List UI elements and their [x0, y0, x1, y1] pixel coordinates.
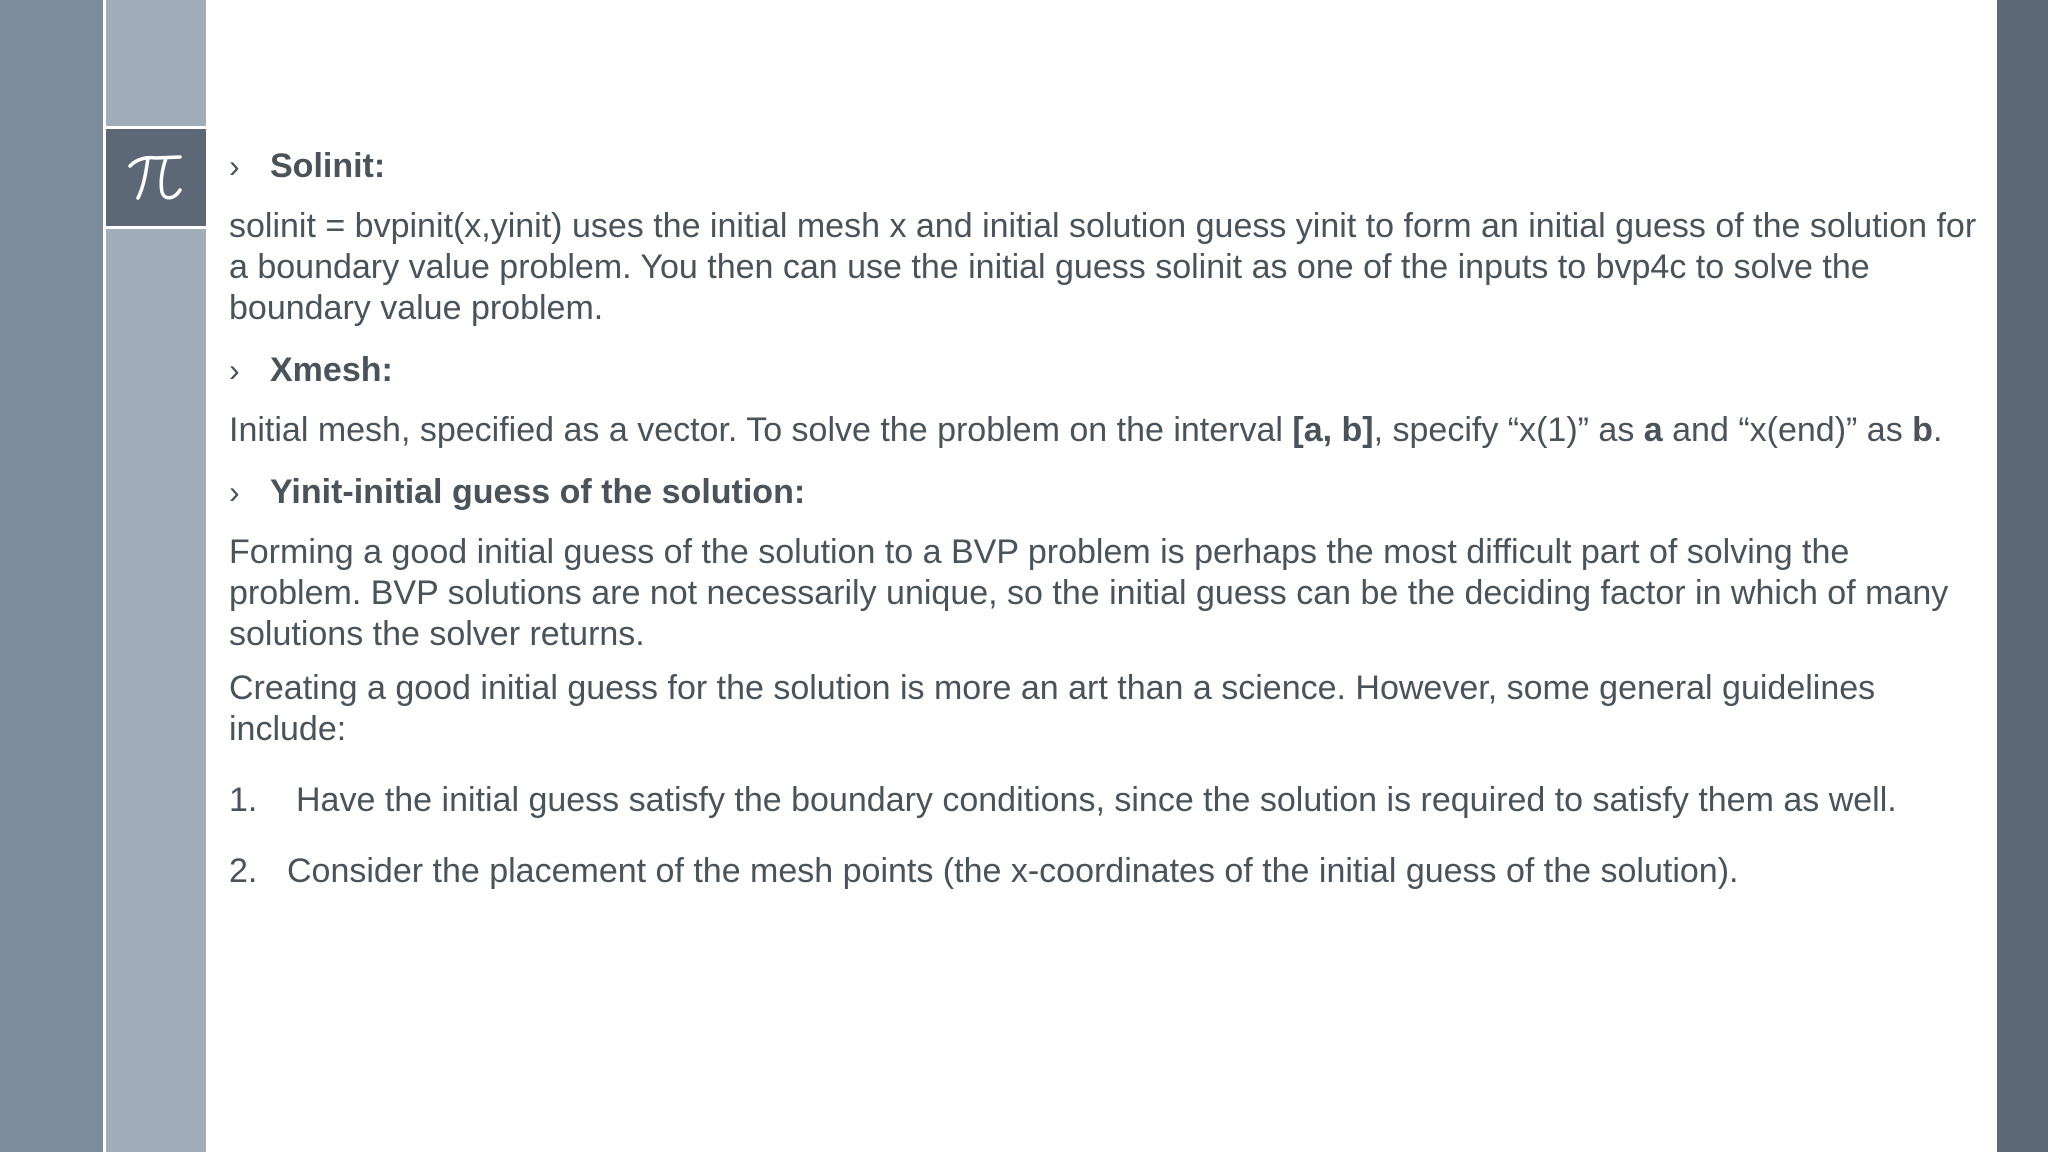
- pi-symbol-icon: [106, 126, 206, 229]
- yinit-description: Forming a good initial guess of the solution to a BVP problem is perhaps the most difficult part of solving the problem. BVP solutions are not necessarily unique, so the initial guess can be the deciding factor in which of many solutions the solver returns.: [229, 533, 1949, 653]
- heading-text: Yinit-initial guess of the solution:: [270, 472, 806, 511]
- heading-text: Solinit:: [270, 146, 386, 185]
- yinit-guidelines-intro: Creating a good initial guess for the solution is more an art than a science. However, some general guidelines include:: [229, 669, 1876, 748]
- chevron-right-icon: ›: [229, 351, 240, 388]
- list-item: 2. Consider the placement of the mesh points (the x-coordinates of the initial guess of the solution).: [229, 852, 1739, 890]
- slide-content: [229, 140, 1979, 892]
- section-heading-solinit: [229, 140, 1979, 192]
- chevron-right-icon: ›: [229, 147, 240, 184]
- xmesh-description: Initial mesh, specified as a vector. To solve the problem on the interval [a, b], specify “x(1)” as a and “x(end)” as b.: [229, 411, 1943, 449]
- solinit-description: solinit = bvpinit(x,yinit) uses the initial mesh x and initial solution guess yinit to form an initial guess of the solution for a boundary value problem. You then can use the initial guess solinit as one of the inputs to bvp4c to solve the boundary value problem.: [229, 207, 1977, 327]
- chevron-right-icon: ›: [229, 473, 240, 510]
- section-heading-xmesh: [229, 344, 1979, 396]
- section-heading-yinit: [229, 466, 1979, 518]
- heading-text: Xmesh:: [270, 350, 393, 389]
- right-decor-strip: [1997, 0, 2048, 1152]
- left-decor-strip: [0, 0, 103, 1152]
- list-item: 1. Have the initial guess satisfy the boundary conditions, since the solution is required to satisfy them as well.: [229, 781, 1897, 819]
